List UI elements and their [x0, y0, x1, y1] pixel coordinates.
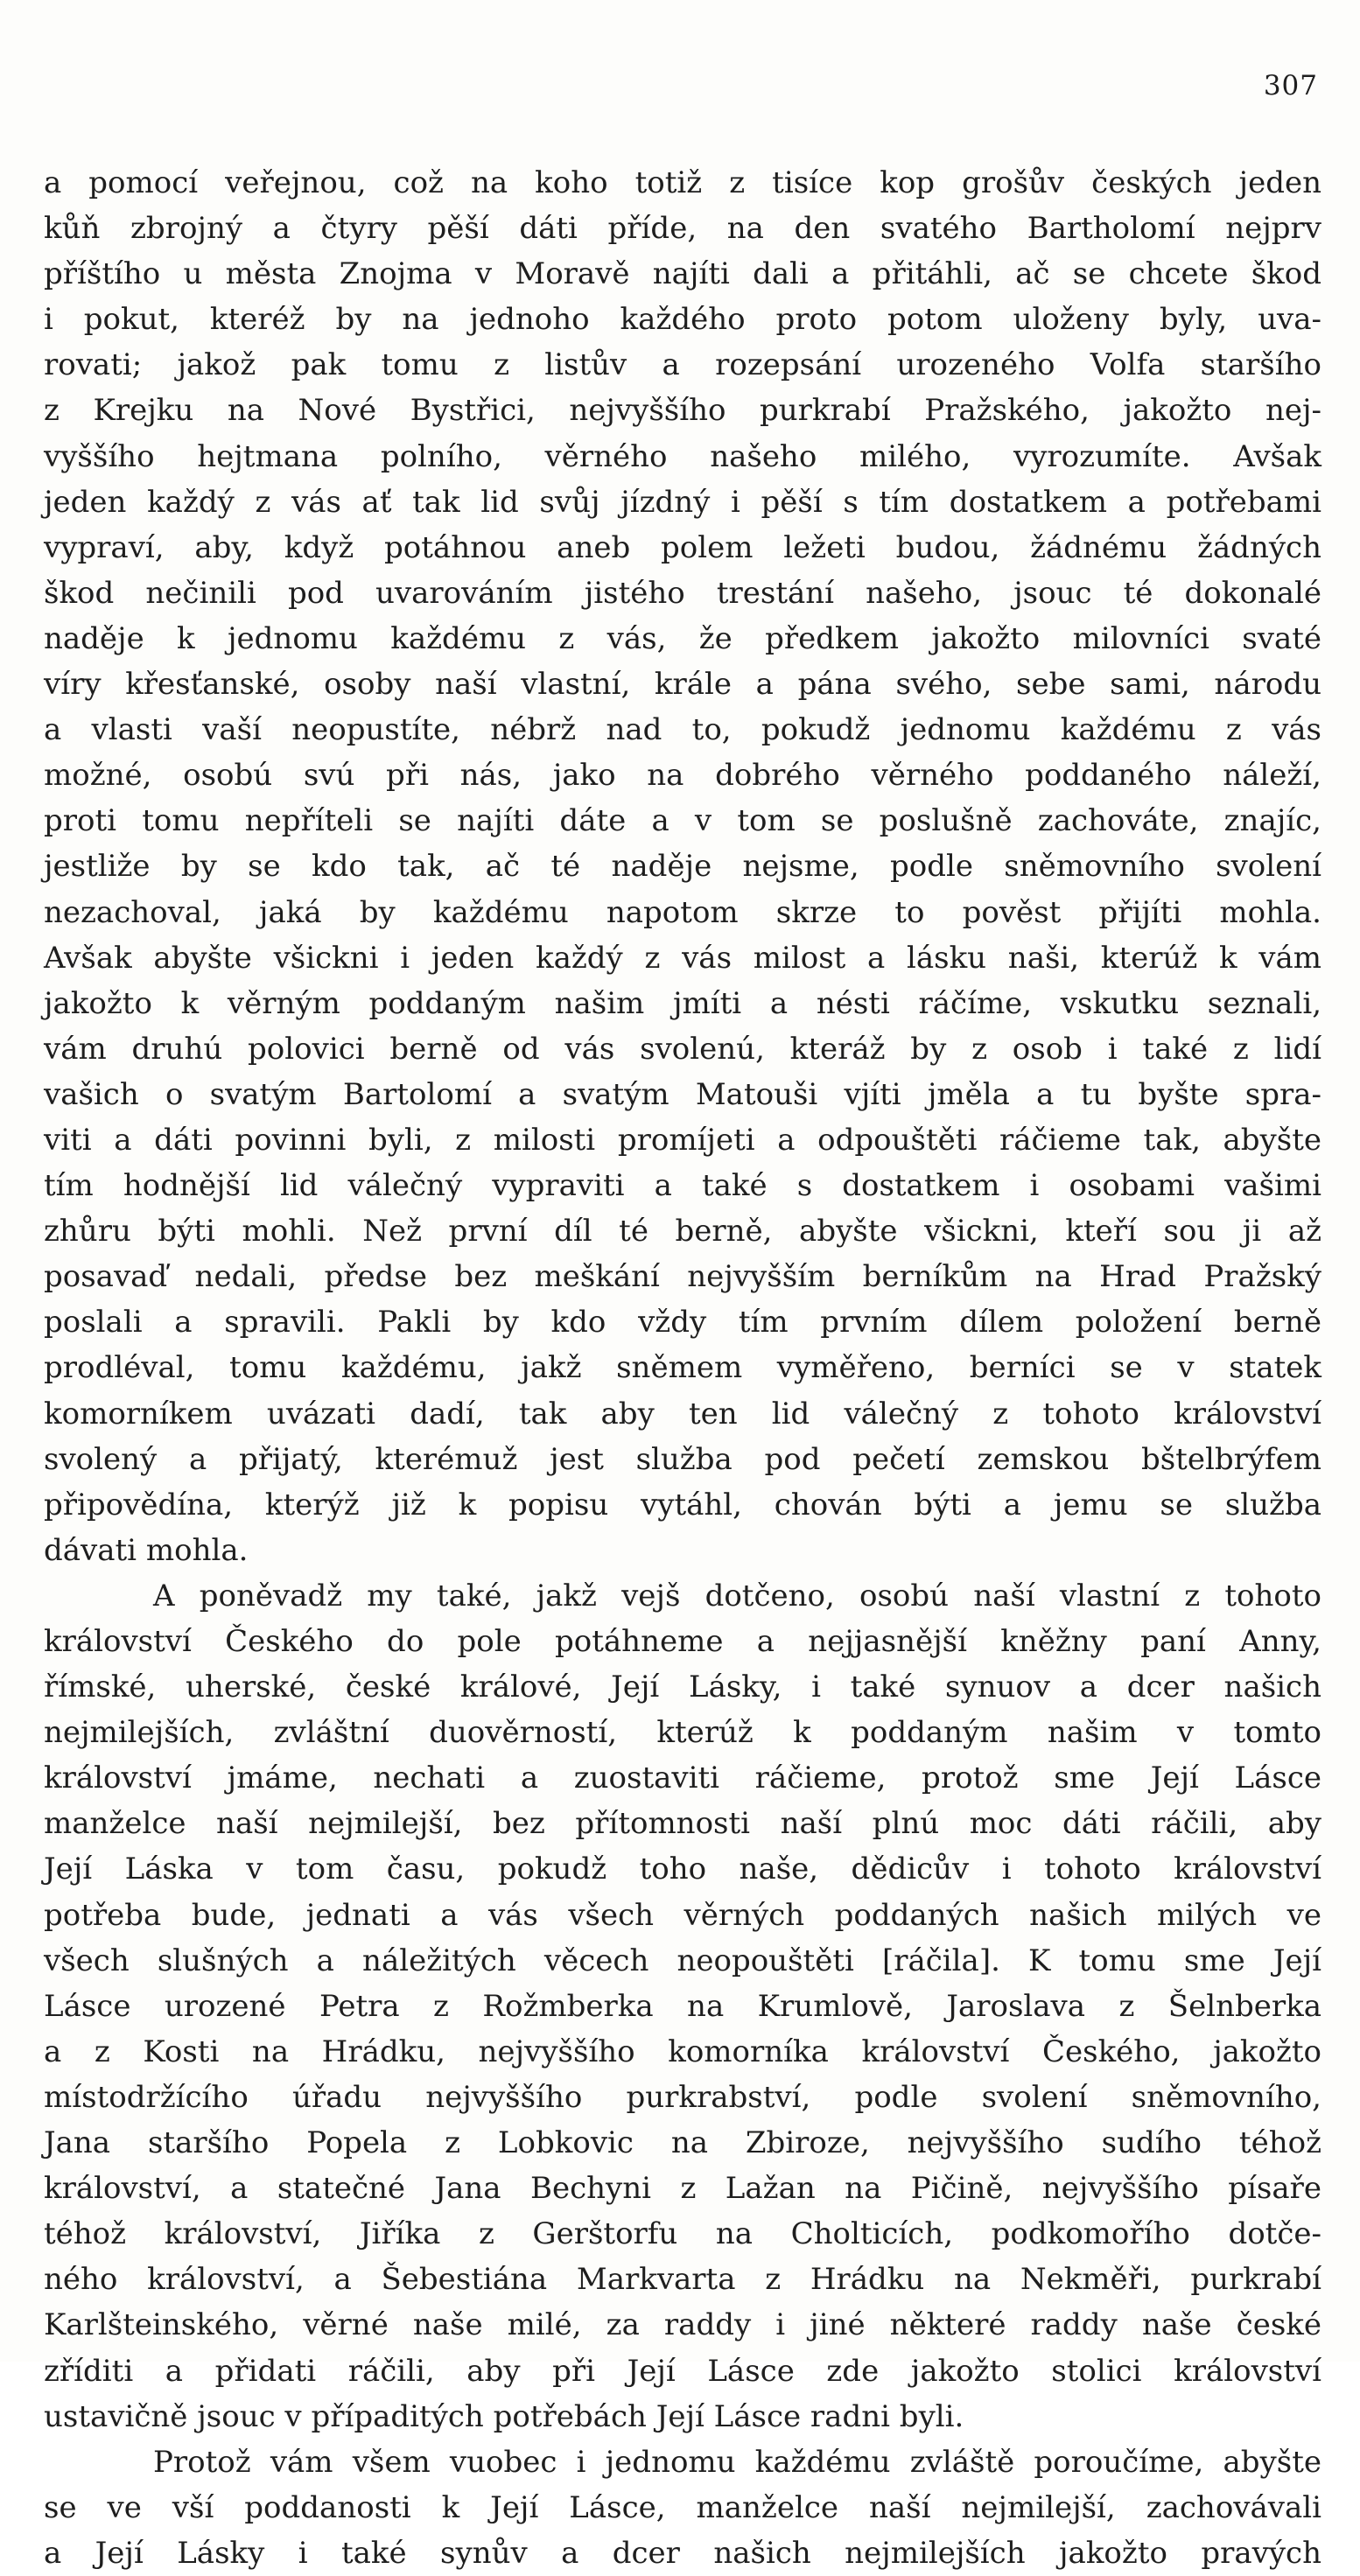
text-line: komorníkem uvázati dadí, tak aby ten lid válečný z tohoto království	[44, 1396, 1321, 1432]
text-line: vyššího hejtmana polního, věrného našeho milého, vyrozumíte. Avšak	[44, 438, 1321, 474]
body-text	[44, 160, 1321, 2576]
text-line: i pokut, kteréž by na jednoho každého proto potom uloženy byly, uva-	[44, 302, 1321, 338]
text-line: škod nečinili pod uvarováním jistého trestání našeho, jsouc té dokonalé	[44, 575, 1321, 611]
text-line: království Českého do pole potáhneme a nejjasnější kněžny paní Anny,	[44, 1624, 1321, 1659]
text-line: ného království, a Šebestiána Markvarta z Hrádku na Nekměři, purkrabí	[44, 2262, 1321, 2298]
text-line: Protož vám všem vuobec i jednomu každému zvláště poroučíme, abyšte	[153, 2444, 1321, 2480]
text-line: zříditi a přidati ráčili, aby při Její Lásce zde jakožto stolici království	[44, 2353, 1321, 2389]
text-line: víry křesťanské, osoby naší vlastní, krále a pána svého, sebe sami, národu	[44, 667, 1321, 703]
text-line: proti tomu nepříteli se najíti dáte a v tom se poslušně zachováte, znajíc,	[44, 803, 1321, 839]
text-line: naděje k jednomu každému z vás, že předkem jakožto milovníci svaté	[44, 620, 1321, 656]
text-line: kůň zbrojný a čtyry pěší dáti příde, na den svatého Bartholomí nejprv	[44, 211, 1321, 247]
text-line: svolený a přijatý, kterémuž jest služba pod pečetí zemskou bštelbrýfem	[44, 1441, 1321, 1477]
text-line: místodržícího úřadu nejvyššího purkrabství, podle svolení sněmovního,	[44, 2079, 1321, 2115]
text-line: příštího u města Znojma v Moravě najíti dali a přitáhli, ač se chcete škod	[44, 256, 1321, 292]
text-line: Karlšteinského, věrné naše milé, za raddy i jiné některé raddy naše české	[44, 2307, 1321, 2343]
text-line: rovati; jakož pak tomu z listův a rozepsání urozeného Volfa staršího	[44, 347, 1321, 383]
text-line: posavaď nedali, předse bez meškání nejvyšším berníkům na Hrad Pražský	[44, 1259, 1321, 1295]
text-line: prodléval, tomu každému, jakž sněmem vyměřeno, berníci se v statek	[44, 1350, 1321, 1386]
text-line: a z Kosti na Hrádku, nejvyššího komorníka království Českého, jakožto	[44, 2034, 1321, 2069]
text-line: poslali a spravili. Pakli by kdo vždy tím prvním dílem položení berně	[44, 1305, 1321, 1340]
text-line: a vlasti vaší neopustíte, nébrž nad to, pokudž jednomu každému z vás	[44, 712, 1321, 748]
text-line: vašich o svatým Bartolomí a svatým Matouši vjíti jměla a tu byšte spra-	[44, 1076, 1321, 1112]
text-line: se ve vší poddanosti k Její Lásce, manželce naší nejmilejší, zachovávali	[44, 2489, 1321, 2525]
text-line: jakožto k věrným poddaným našim jmíti a nésti ráčíme, vskutku seznali,	[44, 985, 1321, 1021]
text-line: potřeba bude, jednati a vás všech věrných poddaných našich milých ve	[44, 1897, 1321, 1933]
text-line: království jmáme, nechati a zuostaviti ráčieme, protož sme Její Lásce	[44, 1760, 1321, 1796]
text-line: připovědína, kterýž již k popisu vytáhl, chován býti a jemu se služba	[44, 1487, 1321, 1522]
text-line: nejmilejších, zvláštní duověrností, kterúž k poddaným našim v tomto	[44, 1715, 1321, 1751]
text-line: manželce naší nejmilejší, bez přítomnosti naší plnú moc dáti ráčili, aby	[44, 1806, 1321, 1842]
text-line: A poněvadž my také, jakž vejš dotčeno, osobú naší vlastní z tohoto	[153, 1578, 1321, 1614]
page-number: 307	[1263, 70, 1318, 102]
text-line: nezachoval, jaká by každému napotom skrze to pověst přijíti mohla.	[44, 894, 1321, 930]
text-line: království, a statečné Jana Bechyni z Lažan na Pičině, nejvyššího písaře	[44, 2171, 1321, 2207]
text-line: Avšak abyšte všickni i jeden každý z vás milost a lásku naši, kterúž k vám	[44, 940, 1321, 976]
text-line: ustavičně jsouc v případitých potřebách Její Lásce radni byli.	[44, 2398, 964, 2434]
text-line: dávati mohla.	[44, 1532, 249, 1568]
text-line: možné, osobú svú při nás, jako na dobrého věrného poddaného náleží,	[44, 758, 1321, 794]
text-line: a Její Lásky i také synův a dcer našich nejmilejších jakožto pravých	[44, 2535, 1321, 2571]
text-line: jeden každý z vás ať tak lid svůj jízdný i pěší s tím dostatkem a potřebami	[44, 484, 1321, 520]
text-line: Její Láska v tom času, pokudž toho naše, dědicův i tohoto království	[44, 1852, 1321, 1887]
text-line: vypraví, aby, když potáhnou aneb polem ležeti budou, žádnému žádných	[44, 529, 1321, 565]
text-line: viti a dáti povinni byli, z milosti promíjeti a odpouštěti ráčieme tak, abyšte	[44, 1122, 1321, 1158]
text-line: jestliže by se kdo tak, ač té naděje nejsme, podle sněmovního svolení	[44, 849, 1321, 885]
text-line: z Krejku na Nové Bystřici, nejvyššího purkrabí Pražského, jakožto nej-	[44, 393, 1321, 429]
text-line: zhůru býti mohli. Než první díl té berně, abyšte všickni, kteří sou ji až	[44, 1214, 1321, 1250]
text-line: téhož království, Jiříka z Gerštorfu na Cholticích, podkomořího dotče-	[44, 2216, 1321, 2252]
text-line: Jana staršího Popela z Lobkovic na Zbiroze, nejvyššího sudího téhož	[44, 2125, 1321, 2161]
text-line: a pomocí veřejnou, což na koho totiž z tisíce kop grošův českých jeden	[44, 165, 1321, 200]
text-line: vám druhú polovici berně od vás svolenú, kteráž by z osob i také z lidí	[44, 1031, 1321, 1067]
text-line: všech slušných a náležitých věcech neopouštěti [ráčila]. K tomu sme Její	[44, 1942, 1321, 1978]
text-line: Lásce urozené Petra z Rožmberka na Krumlově, Jaroslava z Šelnberka	[44, 1988, 1321, 2024]
text-line: tím hodnější lid válečný vypraviti a také s dostatkem i osobami vašimi	[44, 1168, 1321, 1204]
text-line: římské, uherské, české králové, Její Lásky, i také synuov a dcer našich	[44, 1670, 1321, 1705]
